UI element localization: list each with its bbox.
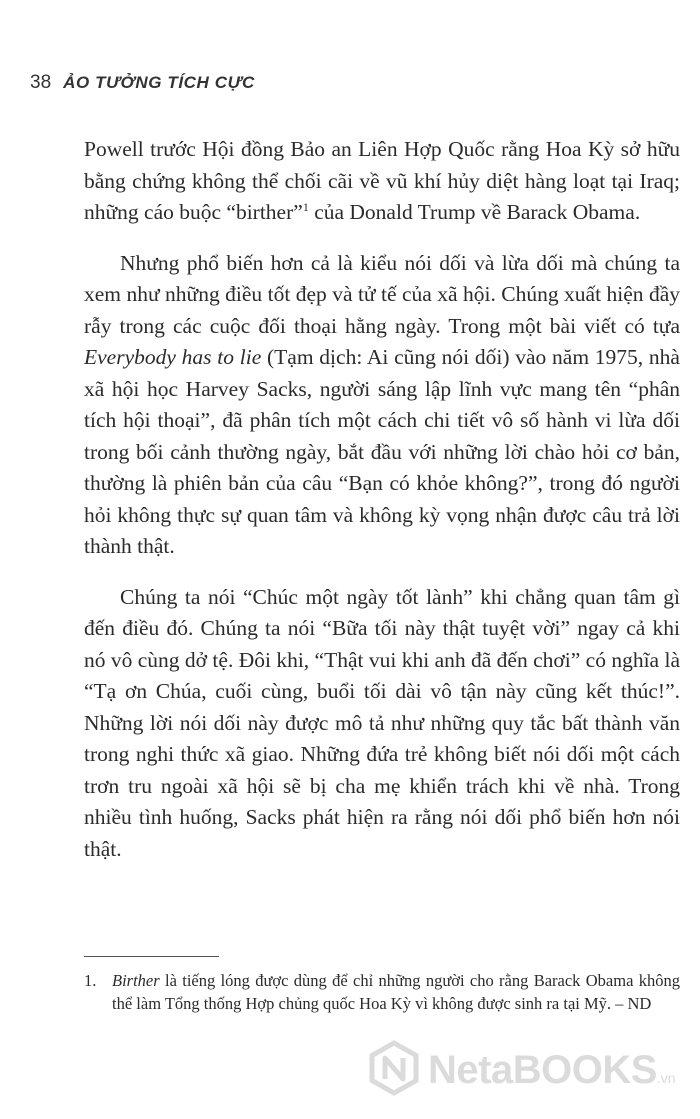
paragraph-2-text-end: (Tạm dịch: Ai cũng nói dối) vào năm 1975, nhà xã hội học Harvey Sacks, người sáng lập lĩnh vực mang tên “phân tích hội thoại”, đã phân tích một cách chi tiết vô số hành vi lừa dối trong bối cảnh thường ngày, bắt đầu với những lời chào hỏi cơ bản, thường là phiên bản của câu “Bạn có khỏe không?”, trong đó người hỏi không thực sự quan tâm và không kỳ vọng nhận được câu trả lời thành thật. bbox=[84, 345, 680, 558]
paragraph-2-text: Nhưng phổ biến hơn cả là kiểu nói dối và lừa dối mà chúng ta xem như những điều tốt đẹp và tử tế của xã hội. Chúng xuất hiện đầy rẫy trong các cuộc đối thoại hằng ngày. Trong một bài viết có tựa bbox=[84, 250, 680, 338]
watermark bbox=[366, 1040, 676, 1101]
running-title: ẢO TƯỞNG TÍCH CỰC bbox=[63, 73, 255, 92]
paragraph-1-text: Powell trước Hội đồng Bảo an Liên Hợp Quốc rằng Hoa Kỳ sở hữu bằng chứng không thể chối cãi về vũ khí hủy diệt hàng loạt tại Iraq; những cáo buộc “birther” bbox=[84, 137, 680, 224]
paragraph-1 bbox=[84, 134, 680, 229]
paragraph-3-text: Chúng ta nói “Chúc một ngày tốt lành” khi chẳng quan tâm gì đến điều đó. Chúng ta nói “Bữa tối này thật tuyệt vời” ngay cả khi nó vô cùng dở tệ. Đôi khi, “Thật vui khi anh đã đến chơi” có nghĩa là “Tạ ơn Chúa, cuối cùng, buổi tối dài vô tận này cũng kết thúc!”. Những lời nói dối này được mô tả như những quy tắc bất thành văn trong nghi thức xã giao. Những đứa trẻ không biết nói dối một cách trơn tru ngoài xã hội sẽ bị cha mẹ khiển trách khi về nhà. Trong nhiều tình huống, Sacks phát hiện ra rằng nói dối phổ biến hơn nói thật. bbox=[84, 584, 680, 861]
paragraph-3 bbox=[84, 582, 680, 866]
watermark-brand: NetaBOOKS bbox=[428, 1048, 657, 1092]
netabooks-n-logo-icon bbox=[366, 1040, 422, 1101]
footnote-definition: là tiếng lóng được dùng để chỉ những người cho rằng Barack Obama không thể làm Tổng thống Hợp chủng quốc Hoa Kỳ vì không được sinh ra tại Mỹ. – ND bbox=[112, 971, 680, 1013]
body-text bbox=[84, 134, 680, 884]
footnote-separator bbox=[84, 956, 219, 957]
watermark-suffix: .vn bbox=[656, 1070, 676, 1086]
watermark-text bbox=[428, 1048, 676, 1093]
footnote-text bbox=[112, 969, 680, 1015]
footnote-number: 1. bbox=[84, 971, 97, 990]
footnote bbox=[84, 969, 680, 1015]
footnote-reference: 1 bbox=[302, 199, 309, 214]
footnote-term: Birther bbox=[112, 971, 160, 990]
page-number: 38 bbox=[30, 72, 52, 93]
paragraph-2 bbox=[84, 248, 680, 563]
running-header bbox=[30, 72, 255, 94]
italic-title: Everybody has to lie bbox=[84, 345, 262, 369]
paragraph-1-text-end: của Donald Trump về Barack Obama. bbox=[308, 200, 641, 224]
